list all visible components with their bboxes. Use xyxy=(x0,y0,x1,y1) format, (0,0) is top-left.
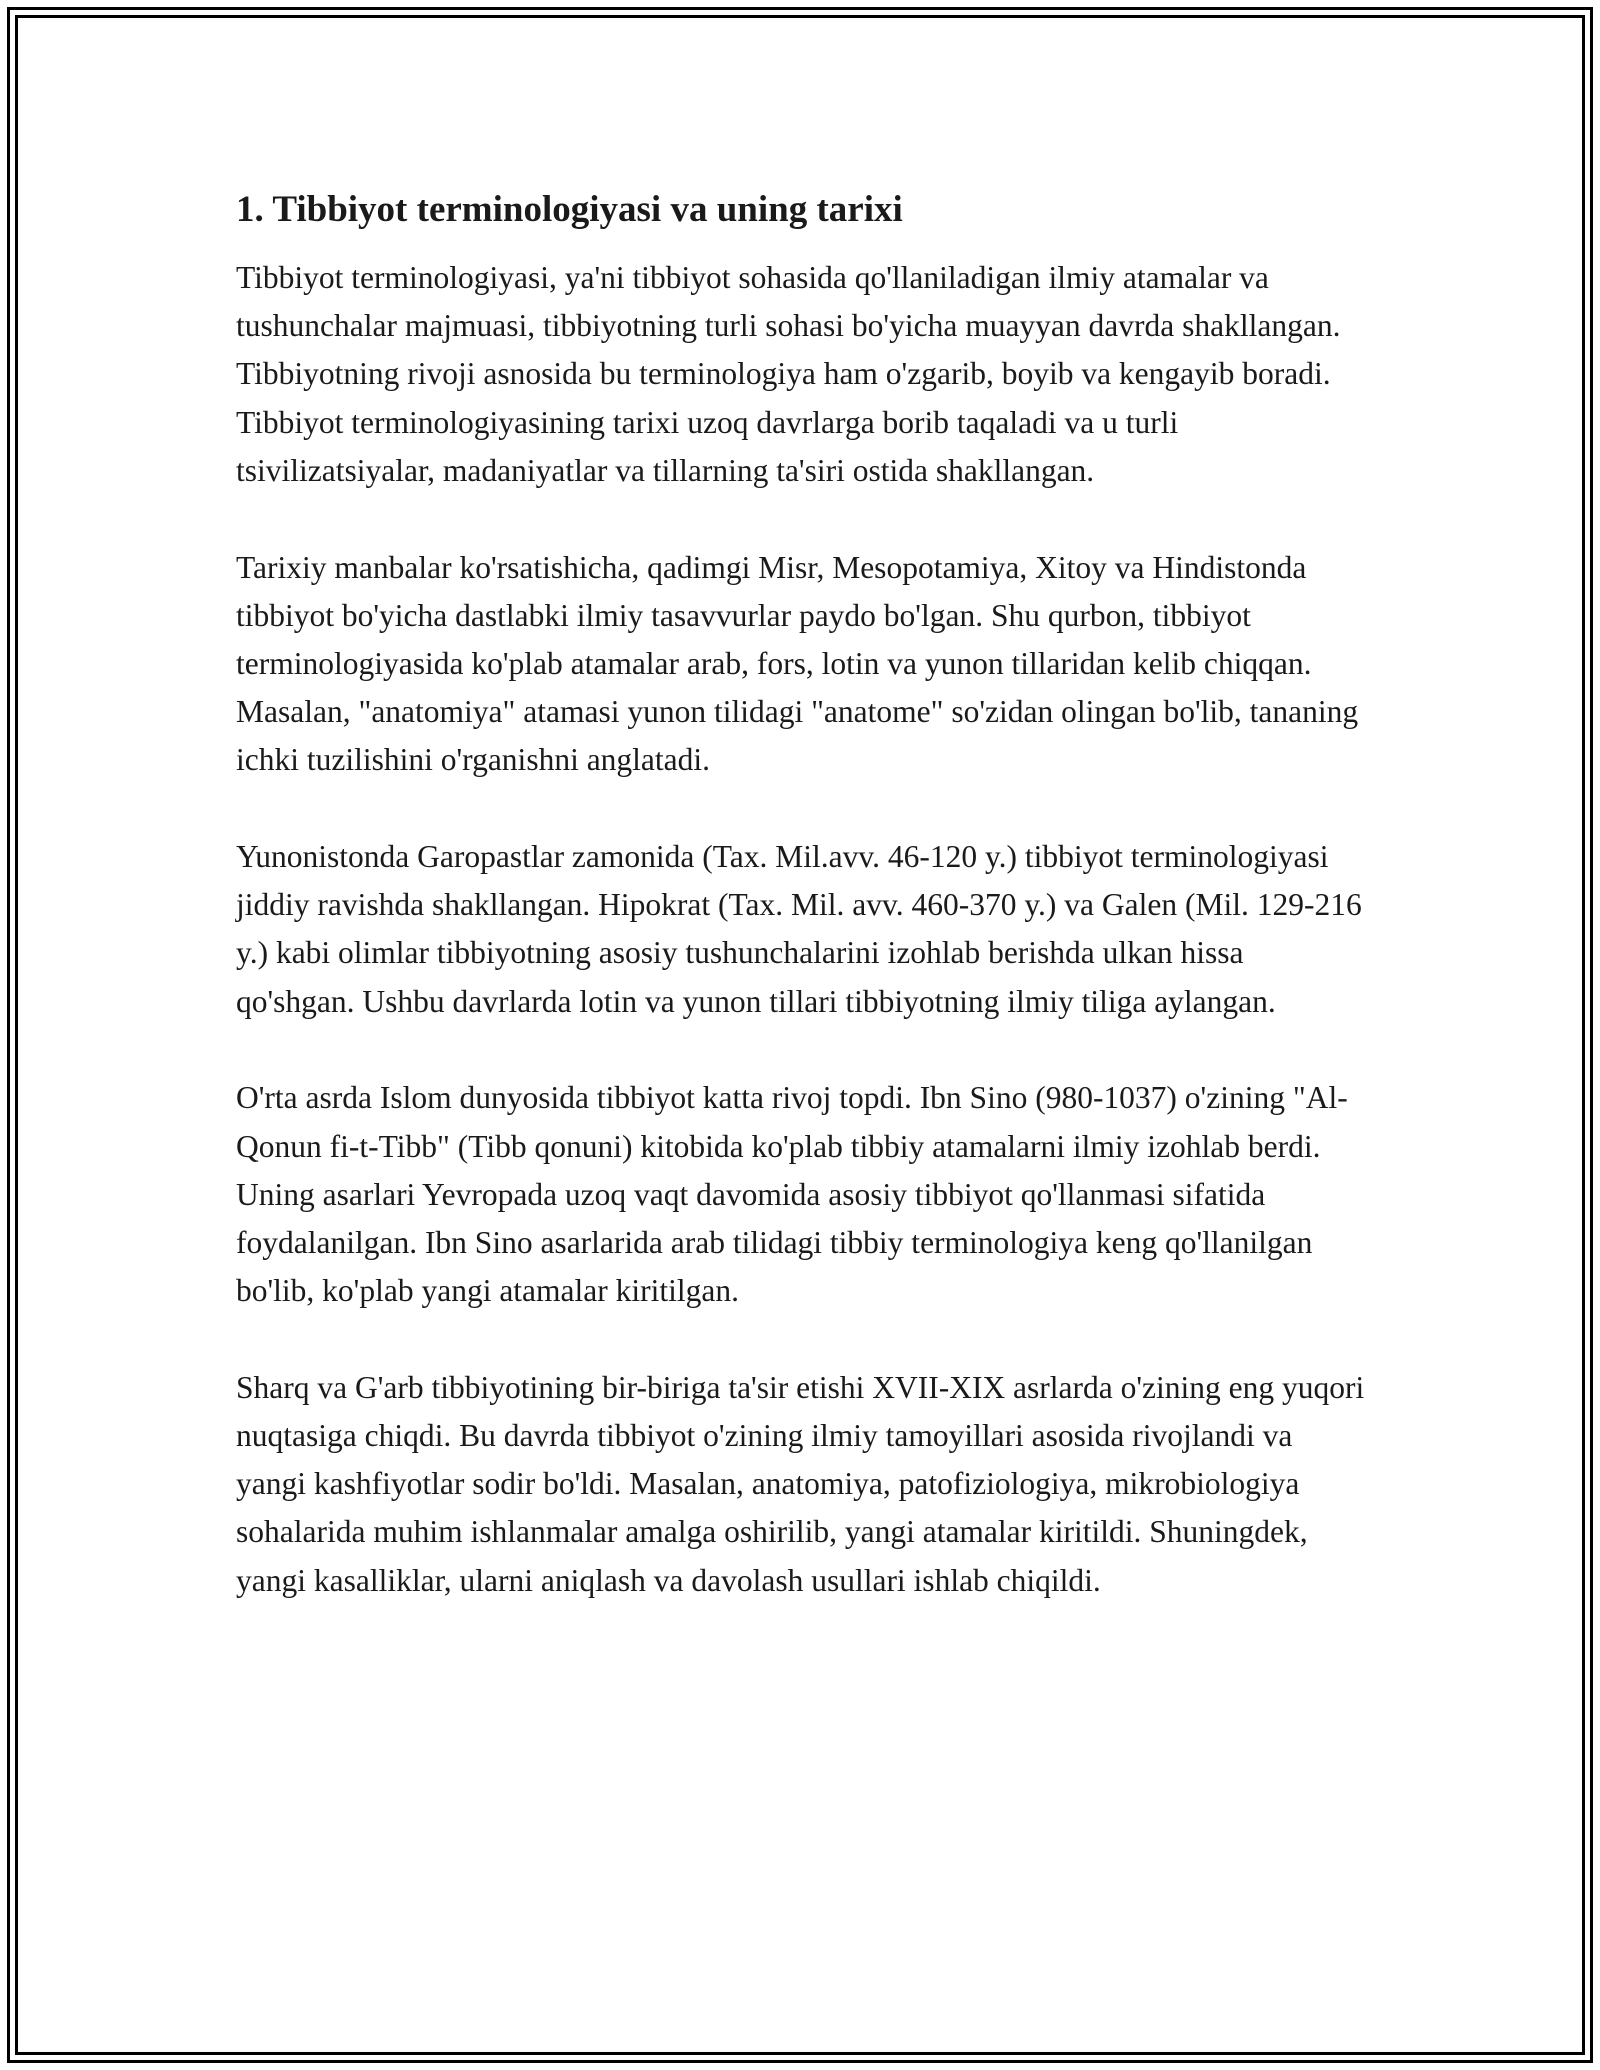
document-body xyxy=(236,186,1366,1653)
paragraph-3: Yunonistonda Garopastlar zamonida (Tax. Mil.avv. 46-120 y.) tibbiyot terminologiyasi jiddiy ravishda shakllangan. Hipokrat (Tax. Mil. avv. 460-370 y.) va Galen (Mil. 129-216 y.) kabi olimlar tibbiyotning asosiy tushunchalarini izohlab berishda ulkan hissa qo'shgan. Ushbu davrlarda lotin va yunon tillari tibbiyotning ilmiy tiliga aylangan. xyxy=(236,839,1362,1019)
page-title: 1. Tibbiyot terminologiyasi va uning tarixi xyxy=(236,189,903,230)
paragraph-2: Tarixiy manbalar ko'rsatishicha, qadimgi Misr, Mesopotamiya, Xitoy va Hindistonda tibbiyot bo'yicha dastlabki ilmiy tasavvurlar paydo bo'lgan. Shu qurbon, tibbiyot terminologiyasida ko'plab atamalar arab, fors, lotin va yunon tillaridan kelib chiqqan. Masalan, "anatomiya" atamasi yunon tilidagi "anatome" so'zidan olingan bo'lib, tananing ichki tuzilishini o'rganishni anglatadi. xyxy=(236,549,1359,778)
paragraph-4: O'rta asrda Islom dunyosida tibbiyot katta rivoj topdi. Ibn Sino (980-1037) o'zining "Al-Qonun fi-t-Tibb" (Tibb qonuni) kitobida ko'plab tibbiy atamalarni ilmiy izohlab berdi. Uning asarlari Yevropada uzoq vaqt davomida asosiy tibbiyot qo'llanmasi sifatida foydalanilgan. Ibn Sino asarlarida arab tilidagi tibbiy terminologiya keng qo'llanilgan bo'lib, ko'plab yangi atamalar kiritilgan. xyxy=(236,1080,1348,1309)
paragraph-5: Sharq va G'arb tibbiyotining bir-biriga ta'sir etishi XVII-XIX asrlarda o'zining eng yuqori nuqtasiga chiqdi. Bu davrda tibbiyot o'zining ilmiy tamoyillari asosida rivojlandi va yangi kashfiyotlar sodir bo'ldi. Masalan, anatomiya, patofiziologiya, mikrobiologiya sohalarida muhim ishlanmalar amalga oshirilib, yangi atamalar kiritildi. Shuningdek, yangi kasalliklar, ularni aniqlash va davolash usullari ishlab chiqildi. xyxy=(236,1369,1365,1598)
paragraph-1: Tibbiyot terminologiyasi, ya'ni tibbiyot sohasida qo'llaniladigan ilmiy atamalar va tushunchalar majmuasi, tibbiyotning turli sohasi bo'yicha muayyan davrda shakllangan. Tibbiyotning rivoji asnosida bu terminologiya ham o'zgarib, boyib va kengayib boradi. Tibbiyot terminologiyasining tarixi uzoq davrlarga borib taqaladi va u turli tsivilizatsiyalar, madaniyatlar va tillarning ta'siri ostida shakllangan. xyxy=(236,260,1341,488)
